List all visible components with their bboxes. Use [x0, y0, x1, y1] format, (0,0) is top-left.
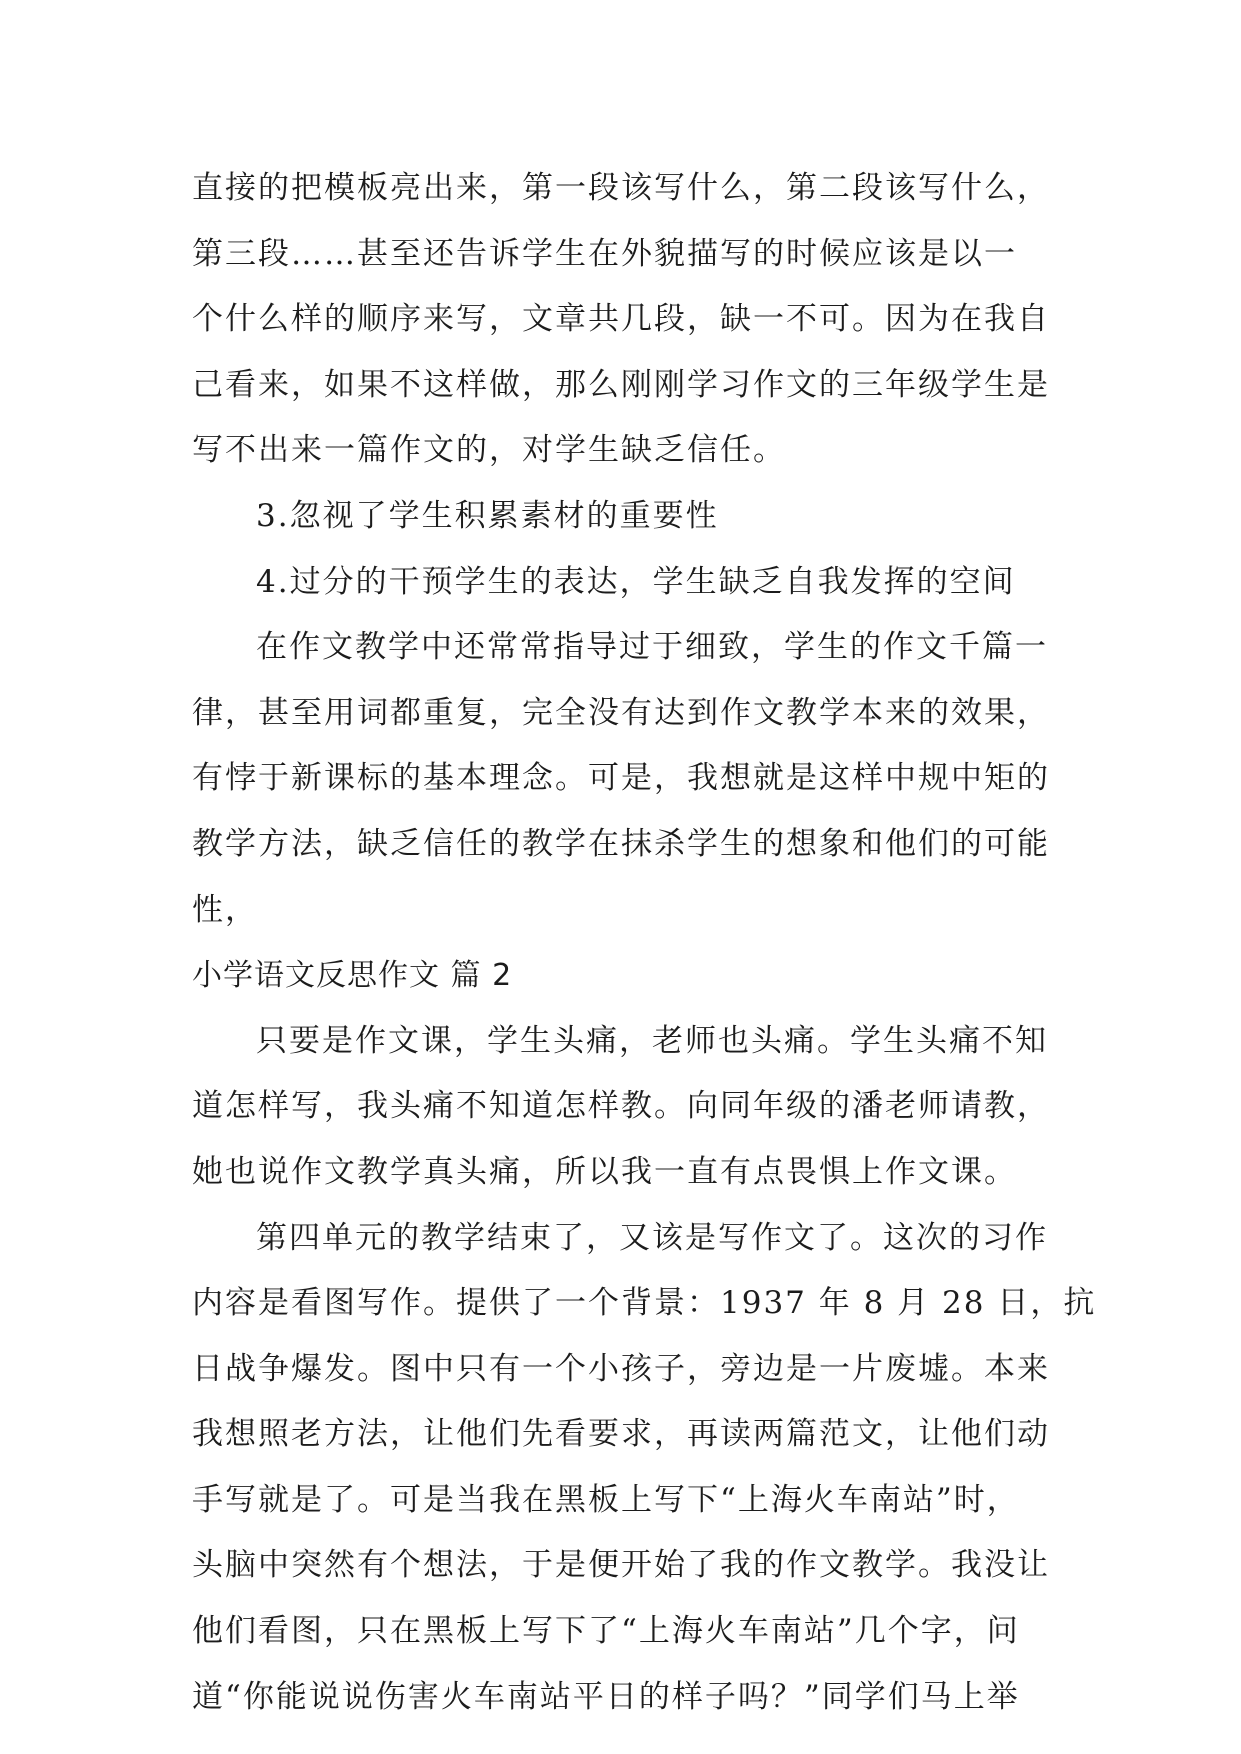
text-line: 她也说作文教学真头痛，所以我一直有点畏惧上作文课。 [192, 1153, 1017, 1190]
list-item: 3.忽视了学生积累素材的重要性 [256, 497, 719, 534]
text-line: 写不出来一篇作文的，对学生缺乏信任。 [192, 432, 786, 469]
text-line: 头脑中突然有个想法，于是便开始了我的作文教学。我没让 [192, 1547, 1050, 1584]
text-line: 有悖于新课标的基本理念。可是，我想就是这样中规中矩的 [192, 760, 1050, 797]
text-line: 律，甚至用词都重复，完全没有达到作文教学本来的效果， [192, 694, 1050, 731]
text-line: 教学方法，缺乏信任的教学在抹杀学生的想象和他们的可能 [192, 825, 1050, 862]
text-line: 手写就是了。可是当我在黑板上写下“上海火车南站”时， [192, 1481, 1020, 1518]
text-line: 个什么样的顺序来写，文章共几段，缺一不可。因为在我自 [192, 301, 1050, 338]
text-line: 他们看图，只在黑板上写下了“上海火车南站”几个字，问 [192, 1613, 1020, 1650]
text-line: 道怎样写，我头痛不知道怎样教。向同年级的潘老师请教， [192, 1088, 1050, 1125]
text-line: 内容是看图写作。提供了一个背景：1937 年 8 月 28 日，抗 [192, 1285, 1097, 1322]
paragraph-start: 第四单元的教学结束了，又该是写作文了。这次的习作 [256, 1219, 1048, 1256]
text-line: 直接的把模板亮出来，第一段该写什么，第二段该写什么， [192, 170, 1050, 206]
paragraph-start: 在作文教学中还常常指导过于细致，学生的作文千篇一 [256, 629, 1048, 666]
text-line: 己看来，如果不这样做，那么刚刚学习作文的三年级学生是 [192, 366, 1050, 403]
section-heading: 小学语文反思作文 篇 2 [192, 958, 513, 994]
text-line: 第三段……甚至还告诉学生在外貌描写的时候应该是以一 [192, 235, 1017, 272]
text-line: 日战争爆发。图中只有一个小孩子，旁边是一片废墟。本来 [192, 1350, 1050, 1387]
paragraph-start: 只要是作文课，学生头痛，老师也头痛。学生头痛不知 [256, 1022, 1048, 1059]
text-line: 性， [192, 891, 258, 928]
text-line: 道“你能说说伤害火车南站平日的样子吗？”同学们马上举 [192, 1678, 1020, 1715]
document-body [192, 156, 1097, 1730]
list-item: 4.过分的干预学生的表达，学生缺乏自我发挥的空间 [256, 563, 1016, 600]
text-line: 我想照老方法，让他们先看要求，再读两篇范文，让他们动 [192, 1416, 1050, 1453]
